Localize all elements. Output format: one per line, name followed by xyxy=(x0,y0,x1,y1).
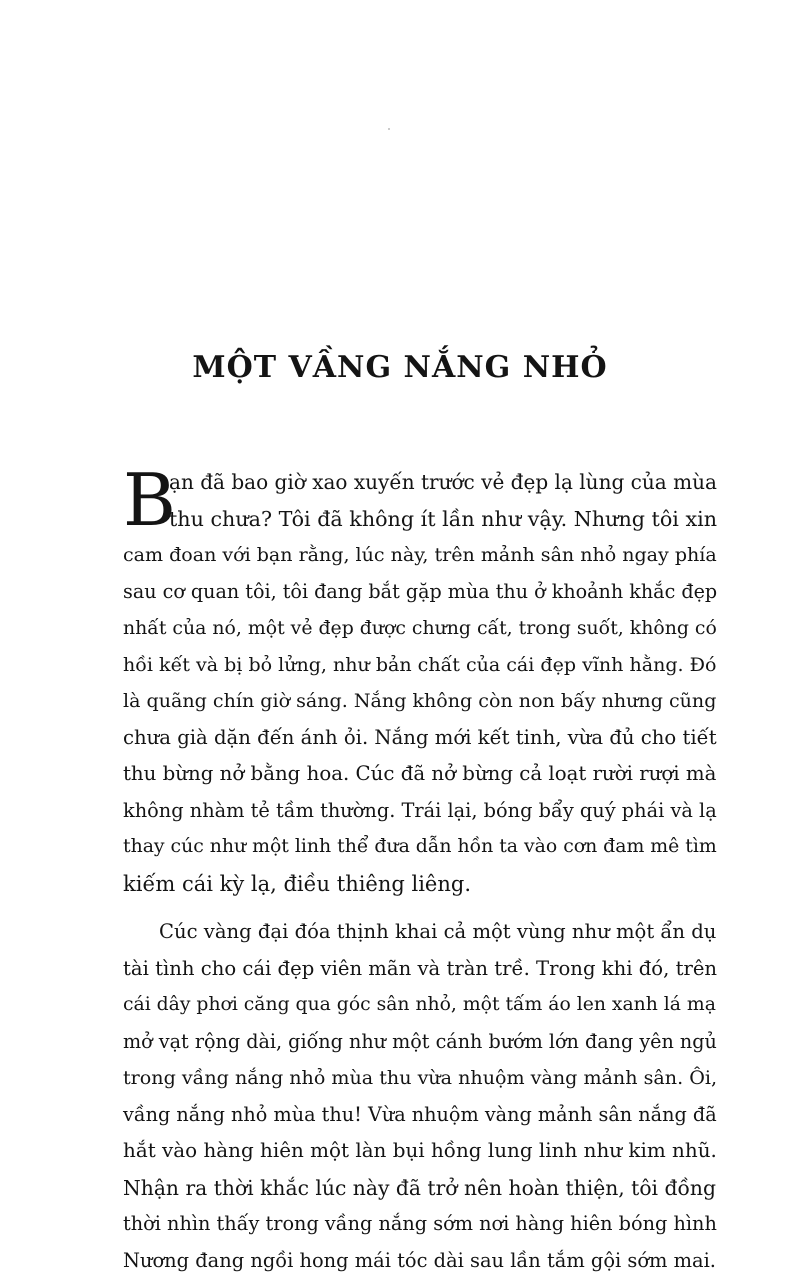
text-line: sau cơ quan tôi, tôi đang bắt gặp mùa thu ở khoảnh khắc đẹp xyxy=(123,574,717,611)
text-line: cam đoan với bạn rằng, lúc này, trên mảnh sân nhỏ ngay phía xyxy=(123,537,717,574)
text-line: kiếm cái kỳ lạ, điều thiêng liêng. xyxy=(123,866,717,903)
text-line: ạn đã bao giờ xao xuyến trước vẻ đẹp lạ lùng của mùa xyxy=(123,464,717,501)
paragraph-1 xyxy=(123,464,717,902)
text-line: hồi kết và bị bỏ lửng, như bản chất của cái đẹp vĩnh hằng. Đó xyxy=(123,647,717,684)
text-line: mở vạt rộng dài, giống như một cánh bướm lớn đang yên ngủ xyxy=(123,1024,717,1061)
text-line: trong vầng nắng nhỏ mùa thu vừa nhuộm vàng mảnh sân. Ôi, xyxy=(123,1060,717,1097)
text-line: chưa già dặn đến ánh ỏi. Nắng mới kết tinh, vừa đủ cho tiết xyxy=(123,720,717,757)
text-line: vầng nắng nhỏ mùa thu! Vừa nhuộm vàng mảnh sân nắng đã xyxy=(123,1097,717,1134)
text-line: Nhận ra thời khắc lúc này đã trở nên hoàn thiện, tôi đồng xyxy=(123,1170,717,1207)
paragraph-spacer xyxy=(123,902,717,914)
text-line: Cúc vàng đại đóa thịnh khai cả một vùng như một ẩn dụ xyxy=(123,914,717,951)
text-line: cái dây phơi căng qua góc sân nhỏ, một tấm áo len xanh lá mạ xyxy=(123,987,717,1024)
text-line: thu chưa? Tôi đã không ít lần như vậy. Nhưng tôi xin xyxy=(123,501,717,538)
text-line: là quãng chín giờ sáng. Nắng không còn non bấy nhưng cũng xyxy=(123,683,717,720)
chapter-title: MỘT VẦNG NẮNG NHỎ xyxy=(0,350,800,385)
body-text xyxy=(123,464,717,1279)
text-line: hắt vào hàng hiên một làn bụi hồng lung linh như kim nhũ. xyxy=(123,1133,717,1170)
paragraph-2 xyxy=(123,914,717,1279)
text-line: Nương đang ngồi hong mái tóc dài sau lần tắm gội sớm mai. xyxy=(123,1243,717,1279)
text-line: nhất của nó, một vẻ đẹp được chưng cất, trong suốt, không có xyxy=(123,610,717,647)
text-line: thu bừng nở bằng hoa. Cúc đã nở bừng cả loạt rười rượi mà xyxy=(123,756,717,793)
text-line: thời nhìn thấy trong vầng nắng sớm nơi hàng hiên bóng hình xyxy=(123,1206,717,1243)
text-line: tài tình cho cái đẹp viên mãn và tràn trề. Trong khi đó, trên xyxy=(123,951,717,988)
page-speck xyxy=(388,128,390,130)
text-line: không nhàm tẻ tầm thường. Trái lại, bóng bẩy quý phái và lạ xyxy=(123,793,717,830)
drop-cap: B xyxy=(123,468,176,532)
text-line: thay cúc như một linh thể đưa dẫn hồn ta vào cơn đam mê tìm xyxy=(123,829,717,866)
